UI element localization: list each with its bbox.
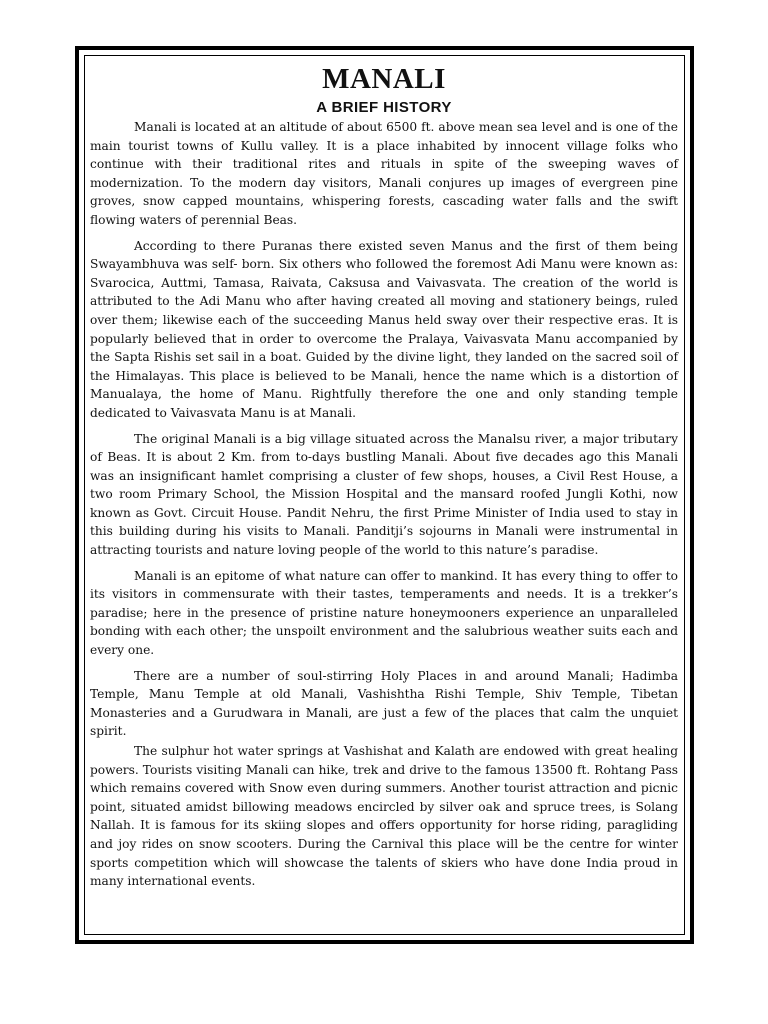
document-body bbox=[90, 62, 678, 898]
paragraph-holy-places: There are a number of soul-stirring Holy Places in and around Manali; Hadimba Temple, Manu Temple at old Manali, Vashishtha Rishi Temple, Shiv Temple, Tibetan Monasteries and a Gurudwara in Manali, are just a few of the places that calm the unquiet spirit. bbox=[90, 668, 678, 739]
paragraph-nature: Manali is an epitome of what nature can offer to mankind. It has every thing to offer to its visitors in commensurate with their tastes, temperaments and needs. It is a trekker’s paradise; here in the presence of pristine nature honeymooners experience an unparalleled bonding with each other; the unspoilt environment and the salubrious weather suits each and every one. bbox=[90, 568, 678, 658]
page-title: MANALI bbox=[322, 63, 446, 95]
paragraph-location: Manali is located at an altitude of about 6500 ft. above mean sea level and is one of the main tourist towns of Kullu valley. It is a place inhabited by innocent village folks who continue with their traditional rites and rituals in spite of the sweeping waves of modernization. To the modern day visitors, Manali conjures up images of evergreen pine groves, snow capped mountains, whispering forests, cascading water falls and the swift flowing waters of perennial Beas. bbox=[90, 120, 678, 227]
paragraph-puranas: According to there Puranas there existed seven Manus and the first of them being Swayambhuva was self- born. Six others who followed the foremost Adi Manu were known as: Svarocica, Auttmi, Tamasa, Raivata, Caksusa and Vaivasvata. The creation of the world is attributed to the Adi Manu who after having created all moving and stationery beings, ruled over them; likewise each of the succeeding Manus held sway over their respective eras. It is popularly believed that in order to overcome the Pralaya, Vaivasvata Manu accompanied by the Sapta Rishis set sail in a boat. Guided by the divine light, they landed on the sacred soil of the Himalayas. This place is believed to be Manali, hence the name which is a distortion of Manualaya, the home of Manu. Rightfully therefore the one and only standing temple dedicated to Vaivasvata Manu is at Manali. bbox=[90, 238, 678, 420]
page-subtitle: A BRIEF HISTORY bbox=[316, 99, 452, 116]
paragraph-attractions: The sulphur hot water springs at Vashishat and Kalath are endowed with great healing powers. Tourists visiting Manali can hike, trek and drive to the famous 13500 ft. Rohtang Pass which remains covered with Snow even during summers. Another tourist attraction and picnic point, situated amidst billowing meadows encircled by silver oak and spruce trees, is Solang Nallah. It is famous for its skiing slopes and offers opportunity for horse riding, paragliding and joy rides on snow scooters. During the Carnival this place will be the centre for winter sports competition which will showcase the talents of skiers who have done India proud in many international events. bbox=[90, 744, 678, 889]
paragraph-original-manali: The original Manali is a big village situated across the Manalsu river, a major tributary of Beas. It is about 2 Km. from to-days bustling Manali. About five decades ago this Manali was an insignificant hamlet comprising a cluster of few shops, houses, a Civil Rest House, a two room Primary School, the Mission Hospital and the mansard roofed Jungli Kothi, now known as Govt. Circuit House. Pandit Nehru, the first Prime Minister of India used to stay in this building during his visits to Manali. Panditji’s sojourns in Manali were instrumental in attracting tourists and nature loving people of the world to this nature’s paradise. bbox=[90, 431, 678, 558]
